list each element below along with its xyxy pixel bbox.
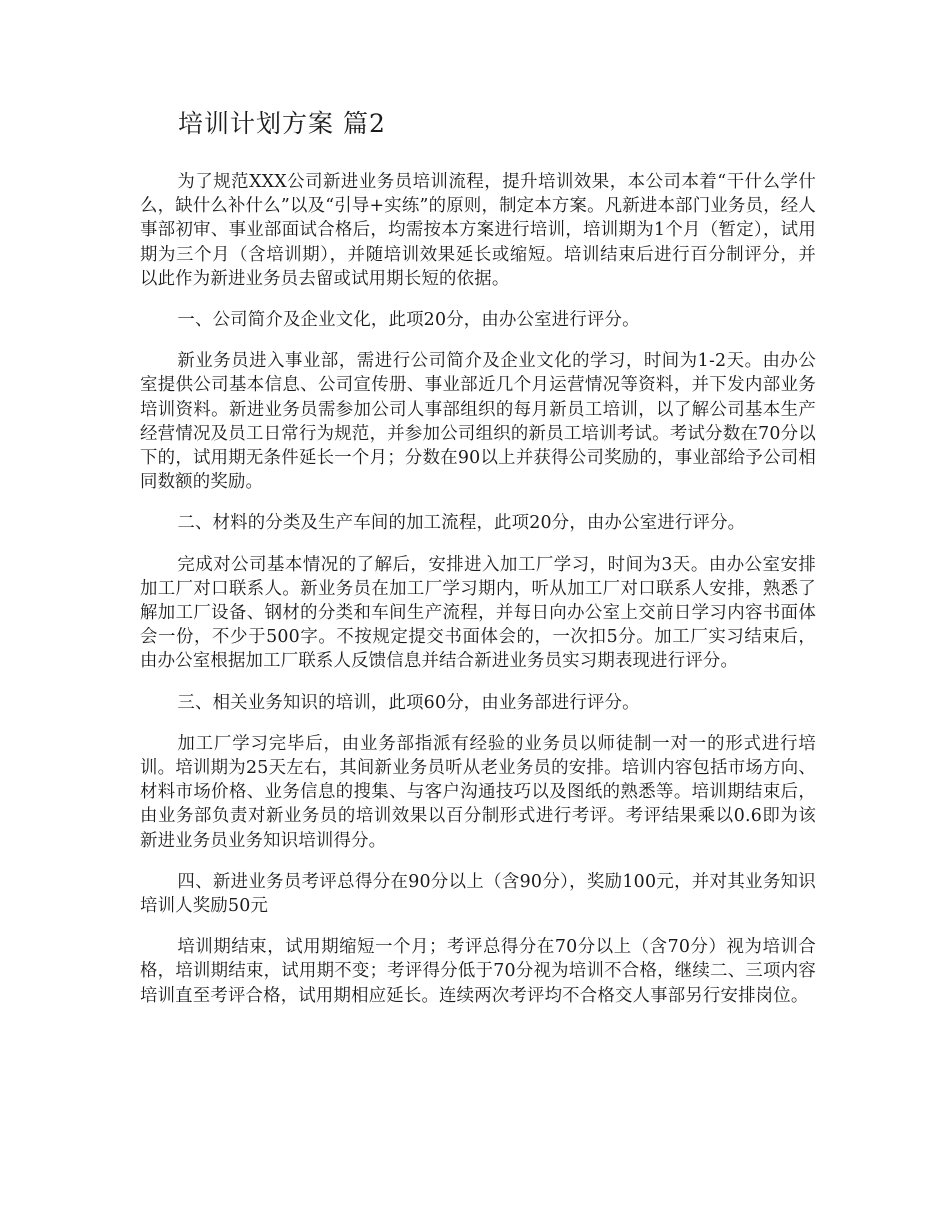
section-2-heading: 二、材料的分类及生产车间的加工流程，此项20分，由办公室进行评分。 — [177, 513, 746, 534]
document-title: 培训计划方案 篇2 — [178, 109, 386, 138]
closing-paragraph: 培训期结束，试用期缩短一个月；考评总得分在70分以上（含70分）视为培训合格，培训期结束，试用期不变；考评得分低于70分视为培训不合格，继续二、三项内容培训直至考评合格，试用期相应延长。连续两次考评均不合格交人事部另行安排岗位。 — [140, 937, 816, 1006]
section-1-heading: 一、公司简介及企业文化，此项20分，由办公室进行评分。 — [177, 310, 640, 331]
intro-paragraph: 为了规范XXX公司新进业务员培训流程，提升培训效果，本公司本着“干什么学什么，缺什么补什么”以及“引导+实练”的原则，制定本方案。凡新进本部门业务员，经人事部初审、事业部面试合格后，均需按本方案进行培训，培训期为1个月（暂定），试用期为三个月（含培训期），并随培训效果延长或缩短。培训结束后进行百分制评分，并以此作为新进业务员去留或试用期长短的依据。 — [140, 172, 816, 289]
section-1-paragraph: 新业务员进入事业部，需进行公司简介及企业文化的学习，时间为1-2天。由办公室提供公司基本信息、公司宣传册、事业部近几个月运营情况等资料，并下发内部业务培训资料。新进业务员需参加公司人事部组织的每月新员工培训，以了解公司基本生产经营情况及员工日常行为规范，并参加公司组织的新员工培训考试。考试分数在70分以下的，试用期无条件延长一个月；分数在90以上并获得公司奖励的，事业部给予公司相同数额的奖励。 — [140, 351, 816, 493]
section-4-heading: 四、新进业务员考评总得分在90分以上（含90分），奖励100元，并对其业务知识培训人奖励50元 — [140, 871, 816, 917]
section-3-heading: 三、相关业务知识的培训，此项60分，由业务部进行评分。 — [177, 692, 640, 713]
section-3-paragraph: 加工厂学习完毕后，由业务部指派有经验的业务员以师徒制一对一的形式进行培训。培训期为25天左右，其间新业务员听从老业务员的安排。培训内容包括市场方向、材料市场价格、业务信息的搜集、与客户沟通技巧以及图纸的熟悉等。培训期结束后，由业务部负责对新业务员的培训效果以百分制形式进行考评。考评结果乘以0.6即为该新进业务员业务知识培训得分。 — [140, 733, 816, 851]
section-2-paragraph: 完成对公司基本情况的了解后，安排进入加工厂学习，时间为3天。由办公室安排加工厂对口联系人。新业务员在加工厂学习期内，听从加工厂对口联系人安排，熟悉了解加工厂设备、钢材的分类和车间生产流程，并每日向办公室上交前日学习内容书面体会一份，不少于500字。不按规定提交书面体会的，一次扣5分。加工厂实习结束后，由办公室根据加工厂联系人反馈信息并结合新进业务员实习期表现进行评分。 — [140, 554, 816, 672]
document-body — [140, 170, 816, 1025]
